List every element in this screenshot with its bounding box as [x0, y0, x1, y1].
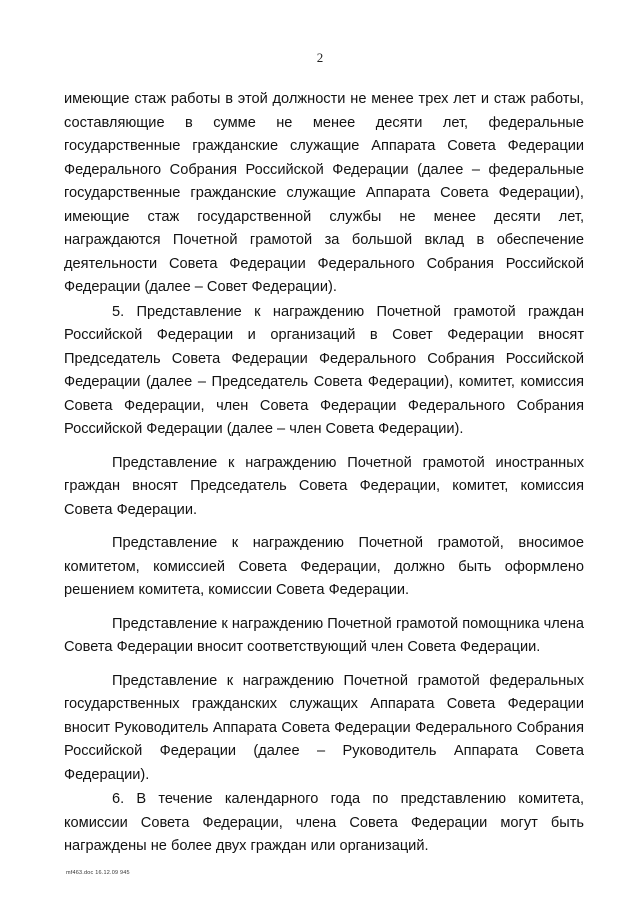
paragraph-foreign-citizens: Представление к награждению Почетной грамотой иностранных граждан вносят Председатель Совета Федерации, комитет, комиссия Совета Федерации.: [64, 454, 584, 518]
paragraph-continuation: имеющие стаж работы в этой должности не менее трех лет и стаж работы, составляющие в сумме не менее десяти лет, федеральные государственные гражданские служащие Аппарата Совета Федерации Федерального Собрания Российской Федерации (далее – федеральные государственные гражданские служащие Аппарата Совета Федерации), имеющие стаж государственной службы не менее десяти лет, награждаются Почетной грамотой за большой вклад в обеспечение деятельности Совета Федерации Федерального Собрания Российской Федерации (далее – Совет Федерации).: [64, 91, 584, 295]
paragraph-item-5: 5. Представление к награждению Почетной грамотой граждан Российской Федерации и организаций в Совет Федерации вносят Председатель Совета Федерации Федерального Собрания Российской Федерации (далее – Председатель Совета Федерации), комитет, комиссия Совета Федерации, член Совета Федерации Федерального Собрания Российской Федерации (далее – член Совета Федерации).: [64, 303, 584, 437]
paragraph-assistant-submission: Представление к награждению Почетной грамотой помощника члена Совета Федерации вносит соответствующий член Совета Федерации.: [64, 615, 584, 655]
paragraph-committee-submission: Представление к награждению Почетной грамотой, вносимое комитетом, комиссией Совета Федерации, должно быть оформлено решением комитета, комиссии Совета Федерации.: [64, 535, 584, 598]
footer-file-code: mf463.doc 16.12.09 945: [66, 870, 130, 876]
paragraph-item-6: 6. В течение календарного года по представлению комитета, комиссии Совета Федерации, члена Совета Федерации могут быть награждены не более двух граждан или организаций.: [64, 791, 584, 854]
paragraph-staff-submission: Представление к награждению Почетной грамотой федеральных государственных гражданских служащих Аппарата Совета Федерации вносит Руководитель Аппарата Совета Федерации Федерального Собрания Российской Федерации (далее – Руководитель Аппарата Совета Федерации).: [64, 672, 584, 783]
page-number: 2: [316, 50, 324, 65]
document-body: [64, 88, 584, 860]
